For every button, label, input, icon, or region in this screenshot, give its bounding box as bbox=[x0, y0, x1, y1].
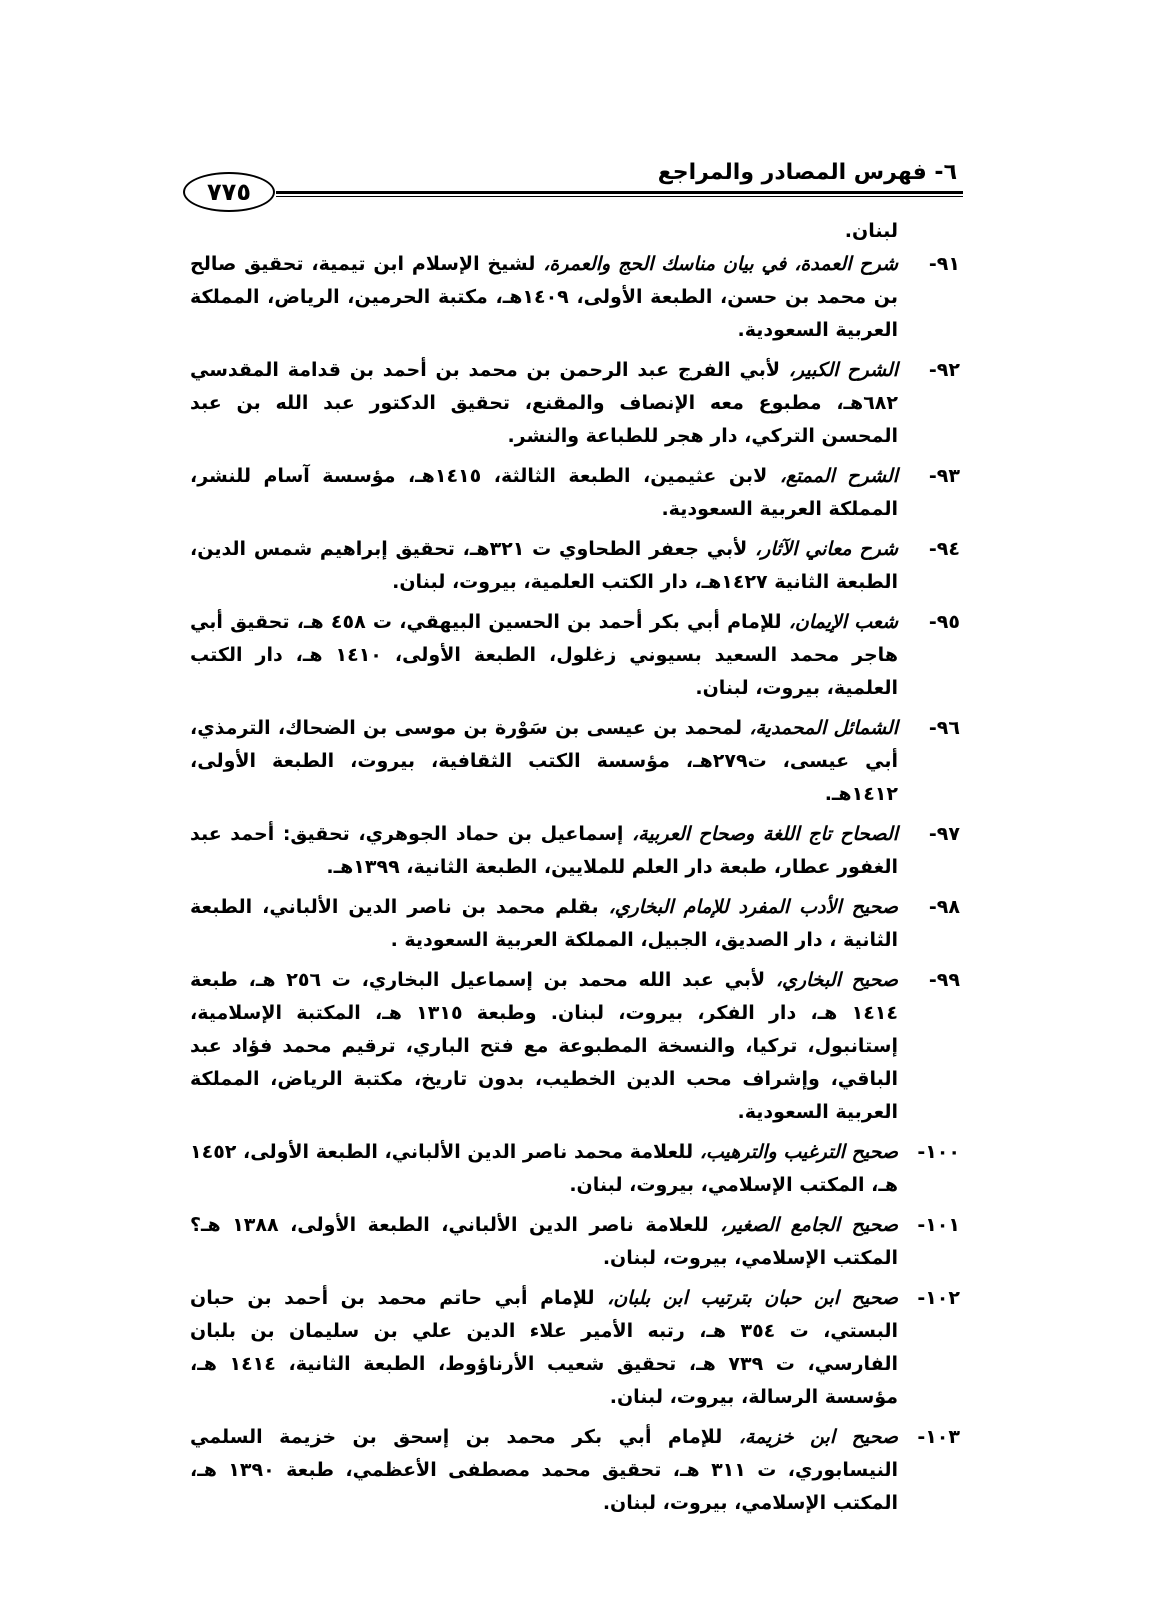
reference-entry bbox=[190, 533, 960, 599]
entry-number: ١٠٢- bbox=[917, 1287, 960, 1309]
entry-title: شعب الإيمان، bbox=[788, 611, 899, 633]
page-number: ٧٧٥ bbox=[183, 172, 275, 212]
entry-title: شرح العمدة، في بيان مناسك الحج والعمرة، bbox=[543, 253, 898, 275]
entry-details: للإمام أبي حاتم محمد بن أحمد بن حبان البستي، ت ٣٥٤ هـ، رتبه الأمير علاء الدين علي بن سليمان بن بلبان الفارسي، ت ٧٣٩ هـ، تحقيق شعيب الأرناؤوط، الطبعة الثانية، ١٤١٤ هـ، مؤسسة الرسالة، بيروت، لبنان. bbox=[190, 1287, 899, 1408]
reference-entry bbox=[190, 964, 960, 1129]
entry-number: ١٠٣- bbox=[917, 1426, 960, 1448]
reference-entry bbox=[190, 891, 960, 957]
reference-entry bbox=[190, 1136, 960, 1202]
entry-title: الشرح الممتع، bbox=[779, 465, 898, 487]
reference-entry bbox=[190, 712, 960, 811]
header-rule-thin bbox=[276, 196, 963, 197]
entry-title: الشمائل المحمدية، bbox=[749, 717, 899, 739]
section-title: ٦- فهرس المصادر والمراجع bbox=[657, 160, 957, 185]
entry-number: ٩٢- bbox=[928, 359, 960, 381]
entry-title: صحيح الأدب المفرد للإمام البخاري، bbox=[608, 896, 898, 918]
reference-entry bbox=[190, 460, 960, 526]
entry-number: ٩٤- bbox=[928, 538, 960, 560]
entry-details: لأبي عبد الله محمد بن إسماعيل البخاري، ت ٢٥٦ هـ، طبعة ١٤١٤ هـ، دار الفكر، بيروت، لبنان. وطبعة ١٣١٥ هـ، المكتبة الإسلامية، إستانبول، تركيا، والنسخة المطبوعة مع فتح الباري، ترقيم محمد فؤاد عبد الباقي، وإشراف محب الدين الخطيب، بدون تاريخ، مكتبة الرياض، المملكة العربية السعودية. bbox=[190, 969, 898, 1123]
entry-details: للإمام أبي بكر محمد بن إسحق بن خزيمة السلمي النيسابوري، ت ٣١١ هـ، تحقيق محمد مصطفى الأعظمي، طبعة ١٣٩٠ هـ، المكتب الإسلامي، بيروت، لبنان. bbox=[190, 1426, 898, 1514]
entry-details: بقلم محمد بن ناصر الدين الألباني، الطبعة الثانية ، دار الصديق، الجبيل، المملكة العربية السعودية . bbox=[190, 896, 898, 951]
entry-number: ٩٥- bbox=[928, 611, 960, 633]
entry-number: ٩٨- bbox=[928, 896, 960, 918]
reference-entry bbox=[190, 354, 960, 453]
entry-number: ١٠١- bbox=[917, 1214, 960, 1236]
entry-title: شرح معاني الآثار، bbox=[755, 538, 899, 560]
entry-details: إسماعيل بن حماد الجوهري، تحقيق: أحمد عبد الغفور عطار، طبعة دار العلم للملايين، الطبعة الثانية، ١٣٩٩هـ. bbox=[190, 823, 898, 878]
entry-number: ٩٦- bbox=[928, 717, 960, 739]
entry-title: الشرح الكبير، bbox=[788, 359, 899, 381]
entry-number: ٩٧- bbox=[928, 823, 960, 845]
reference-entry bbox=[190, 818, 960, 884]
entry-title: صحيح ابن حبان بترتيب ابن بلبان، bbox=[607, 1287, 898, 1309]
entry-title: صحيح البخاري، bbox=[775, 969, 899, 991]
entry-details: لشيخ الإسلام ابن تيمية، تحقيق صالح بن محمد بن حسن، الطبعة الأولى، ١٤٠٩هـ، مكتبة الحرمين، الرياض، المملكة العربية السعودية. bbox=[190, 253, 898, 341]
reference-entry bbox=[190, 606, 960, 705]
entry-details: للعلامة ناصر الدين الألباني، الطبعة الأولى، ١٣٨٨ هـ؟ المكتب الإسلامي، بيروت، لبنان. bbox=[190, 1214, 898, 1269]
entry-title: صحيح الجامع الصغير، bbox=[720, 1214, 898, 1236]
reference-list bbox=[190, 215, 960, 1527]
entry-details: لأبي جعفر الطحاوي ت ٣٢١هـ، تحقيق إبراهيم شمس الدين، الطبعة الثانية ١٤٢٧هـ، دار الكتب العلمية، بيروت، لبنان. bbox=[190, 538, 898, 593]
entry-details: للإمام أبي بكر أحمد بن الحسين البيهقي، ت ٤٥٨ هـ، تحقيق أبي هاجر محمد السعيد بسيوني زغلول، الطبعة الأولى، ١٤١٠ هـ، دار الكتب العلمية، بيروت، لبنان. bbox=[190, 611, 898, 699]
entry-details: لابن عثيمين، الطبعة الثالثة، ١٤١٥هـ، مؤسسة آسام للنشر، المملكة العربية السعودية. bbox=[190, 465, 898, 520]
reference-entry bbox=[190, 1282, 960, 1414]
entry-details: للعلامة محمد ناصر الدين الألباني، الطبعة الأولى، ١٤٥٢ هـ، المكتب الإسلامي، بيروت، لبنان. bbox=[190, 1141, 898, 1196]
entry-details: لأبي الفرج عبد الرحمن بن محمد بن أحمد بن قدامة المقدسي ٦٨٢هـ، مطبوع معه الإنصاف والمقنع، تحقيق الدكتور عبد الله بن عبد المحسن التركي، دار هجر للطباعة والنشر. bbox=[190, 359, 898, 447]
reference-entry bbox=[190, 1209, 960, 1275]
continuation-text: لبنان. bbox=[844, 220, 898, 242]
header-rule-thick bbox=[276, 191, 963, 194]
entry-number: ٩٣- bbox=[928, 465, 960, 487]
entry-details: لمحمد بن عيسى بن سَوْرة بن موسى بن الضحاك، الترمذي، أبي عيسى، ت٢٧٩هـ، مؤسسة الكتب الثقافية، بيروت، الطبعة الأولى، ١٤١٢هـ. bbox=[190, 717, 899, 805]
entry-number: ١٠٠- bbox=[917, 1141, 960, 1163]
entry-number: ٩٩- bbox=[928, 969, 960, 991]
entry-title: صحيح الترغيب والترهيب، bbox=[699, 1141, 898, 1163]
entry-number: ٩١- bbox=[928, 253, 960, 275]
reference-entry bbox=[190, 248, 960, 347]
entry-title: الصحاح تاج اللغة وصحاح العربية، bbox=[632, 823, 898, 845]
entry-title: صحيح ابن خزيمة، bbox=[738, 1426, 898, 1448]
reference-entry bbox=[190, 1421, 960, 1520]
